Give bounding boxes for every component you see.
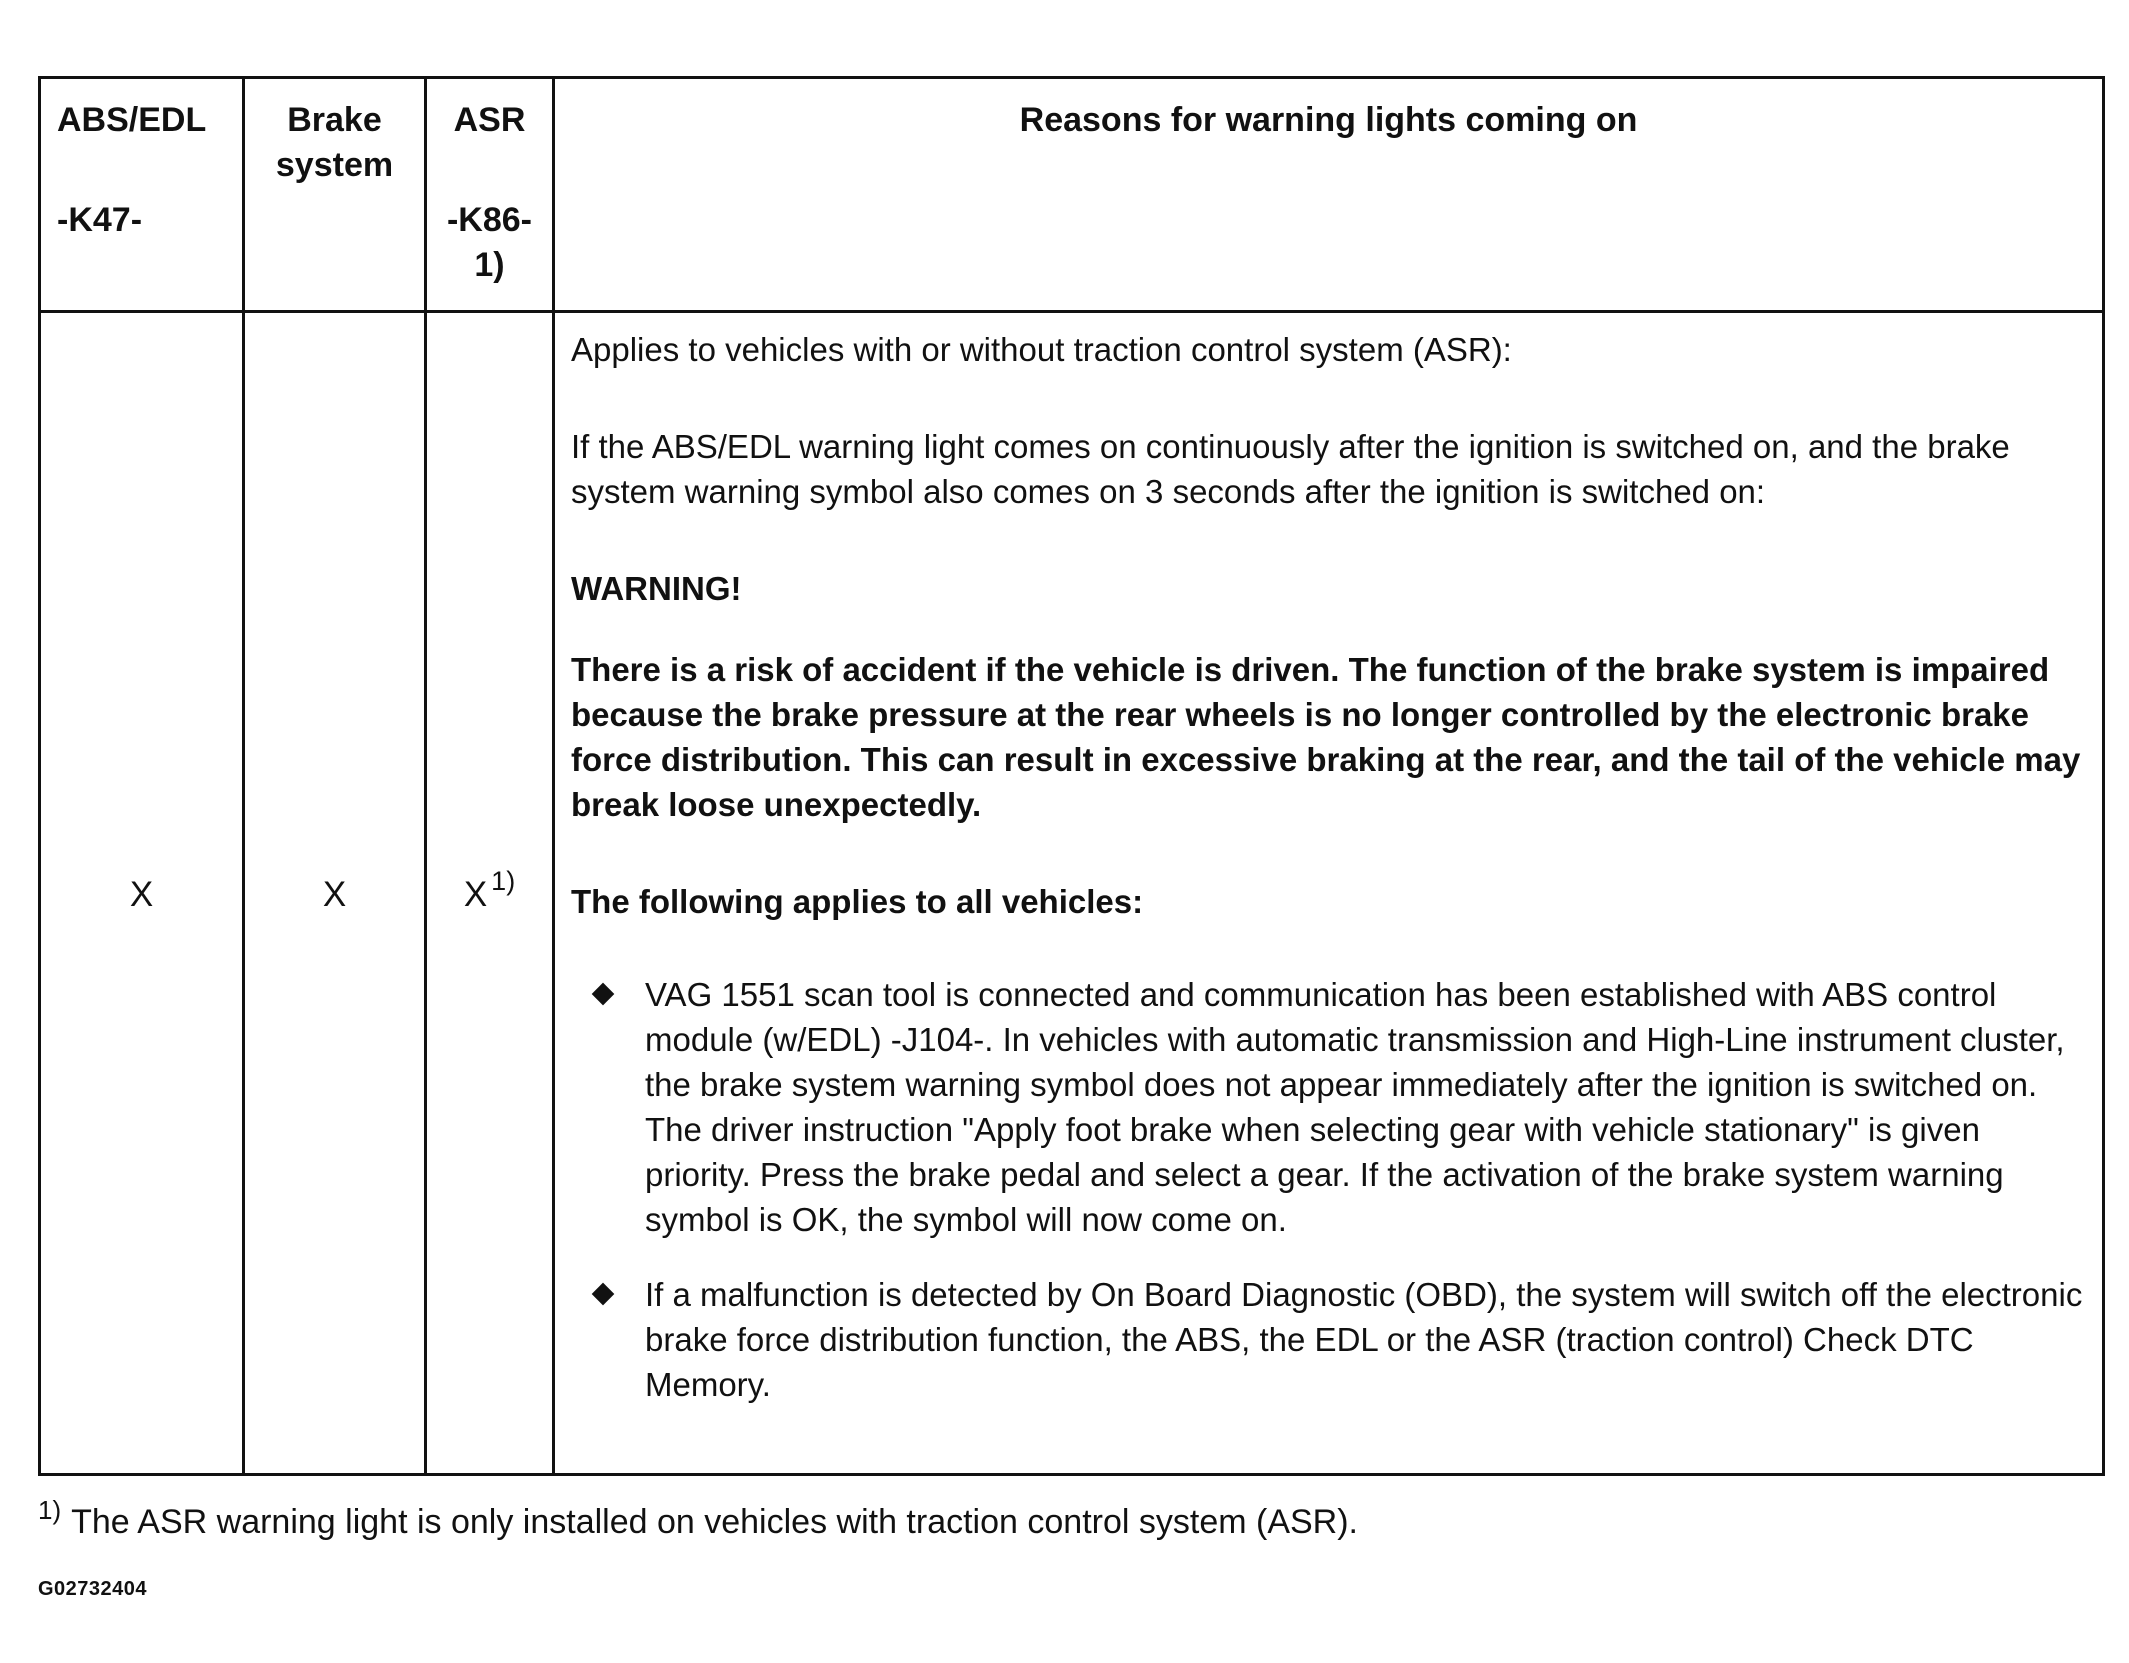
diamond-bullet-icon bbox=[592, 1283, 615, 1306]
header-asr-code: -K86- bbox=[446, 201, 533, 239]
footnote bbox=[38, 1495, 1358, 1546]
list-item bbox=[589, 972, 2088, 1242]
header-brake-line2: system bbox=[275, 146, 394, 184]
condition-text: If the ABS/EDL warning light comes on continuously after the ignition is switched on, and the brake system warning symbol also comes on 3 seconds after the ignition is switched on: bbox=[571, 428, 2010, 510]
header-abs-edl-code: -K47- bbox=[57, 201, 143, 239]
intro-text: Applies to vehicles with or without traction control system (ASR): bbox=[571, 331, 1512, 368]
warning-lights-table bbox=[38, 76, 2105, 1476]
header-abs-edl-title: ABS/EDL bbox=[57, 101, 207, 139]
header-asr-footnote-ref: 1) bbox=[474, 246, 505, 284]
bullet-text: VAG 1551 scan tool is connected and communication has been established with ABS control module (w/EDL) -J104-. In vehicles with automatic transmission and High-Line instrument cluster, the brake system warning symbol does not appear immediately after the ignition is switched on. The driver instruction "Apply foot brake when selecting gear with vehicle stationary" is given priority. Press the brake pedal and select a gear. If the activation of the brake system warning symbol is OK, the symbol will now come on. bbox=[645, 976, 2065, 1238]
cell-brake-system bbox=[244, 312, 426, 1475]
header-brake-system bbox=[244, 78, 426, 312]
header-abs-edl bbox=[40, 78, 244, 312]
header-asr-title: ASR bbox=[453, 101, 526, 139]
header-asr bbox=[426, 78, 554, 312]
table-header-row bbox=[40, 78, 2104, 312]
asr-mark: X bbox=[463, 875, 488, 914]
figure-id: G02732404 bbox=[38, 1578, 148, 1600]
bullet-text: If a malfunction is detected by On Board Diagnostic (OBD), the system will switch off the electronic brake force distribution function, the ABS, the EDL or the ASR (traction control) Check DTC Memory. bbox=[645, 1276, 2083, 1403]
footnote-text: The ASR warning light is only installed on vehicles with traction control system (ASR). bbox=[71, 1503, 1358, 1541]
warning-text: There is a risk of accident if the vehicle is driven. The function of the brake system is impaired because the brake pressure at the rear wheels is no longer controlled by the electronic brake force distribution. This can result in excessive braking at the rear, and the tail of the vehicle may break loose unexpectedly. bbox=[571, 651, 2081, 823]
warning-heading: WARNING! bbox=[571, 570, 742, 607]
abs-edl-mark: X bbox=[129, 875, 154, 914]
header-reasons-text: Reasons for warning lights coming on bbox=[1019, 101, 1638, 139]
header-reasons bbox=[554, 78, 2104, 312]
brake-system-mark: X bbox=[322, 875, 347, 914]
list-item bbox=[589, 1272, 2088, 1407]
cell-abs-edl bbox=[40, 312, 244, 1475]
all-vehicles-heading: The following applies to all vehicles: bbox=[571, 883, 1144, 920]
cell-asr bbox=[426, 312, 554, 1475]
cell-reasons bbox=[554, 312, 2104, 1475]
table-row bbox=[40, 312, 2104, 1475]
diamond-bullet-icon bbox=[592, 983, 615, 1006]
asr-mark-footnote-ref: 1) bbox=[491, 866, 516, 896]
reasons-bullet-list bbox=[571, 972, 2088, 1407]
footnote-marker: 1) bbox=[38, 1495, 62, 1525]
header-brake-line1: Brake bbox=[287, 101, 382, 139]
